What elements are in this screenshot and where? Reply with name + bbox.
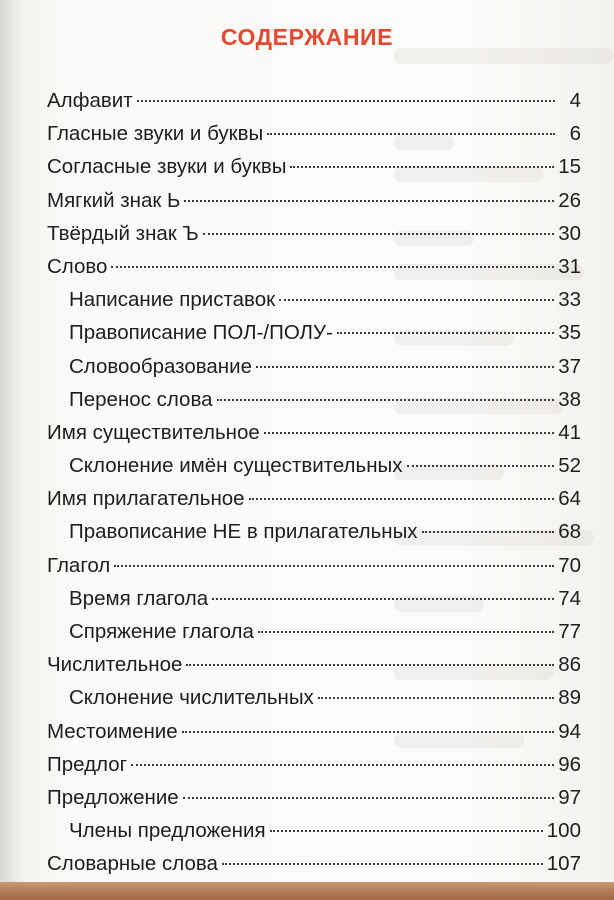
toc-leader-dots — [111, 266, 554, 268]
toc-leader-dots — [264, 432, 554, 434]
toc-entry-page-number: 86 — [558, 653, 581, 677]
toc-entry[interactable] — [47, 416, 581, 449]
toc-entry-page-number: 74 — [558, 586, 581, 610]
toc-entry-label: Члены предложения — [69, 819, 266, 843]
toc-entry[interactable] — [47, 648, 581, 681]
toc-leader-dots — [212, 598, 554, 600]
toc-leader-dots — [279, 299, 554, 301]
toc-entry-label: Словообразование — [69, 354, 252, 378]
toc-entry-page-number: 41 — [558, 420, 581, 444]
toc-entry-label: Правописание ПОЛ-/ПОЛУ- — [69, 321, 333, 345]
toc-entry-page-number: 94 — [558, 719, 581, 743]
toc-entry-label: Имя существительное — [47, 420, 260, 444]
toc-entry[interactable] — [47, 184, 581, 217]
toc-entry[interactable] — [47, 482, 581, 515]
toc-entry-page-number: 96 — [558, 752, 581, 776]
toc-entry-label: Гласные звуки и буквы — [47, 122, 264, 146]
toc-entry[interactable] — [47, 316, 581, 349]
toc-leader-dots — [256, 366, 554, 368]
toc-entry[interactable] — [47, 217, 581, 250]
toc-entry[interactable] — [47, 383, 581, 416]
toc-leader-dots — [337, 332, 554, 334]
page-title: СОДЕРЖАНИЕ — [220, 24, 394, 50]
toc-entry[interactable] — [47, 515, 581, 548]
toc-entry[interactable] — [47, 781, 581, 814]
toc-entry[interactable] — [47, 615, 581, 648]
toc-entry-page-number: 30 — [558, 221, 581, 245]
toc-entry[interactable] — [47, 847, 581, 880]
toc-entry-label: Местоимение — [47, 719, 178, 743]
toc-entry-label: Числительное — [47, 653, 183, 677]
toc-entry-label: Склонение имён существительных — [69, 454, 403, 478]
toc-entry-label: Склонение числительных — [69, 686, 314, 710]
toc-leader-dots — [186, 664, 554, 666]
toc-leader-dots — [422, 531, 555, 533]
toc-leader-dots — [222, 863, 543, 865]
toc-entry-page-number: 35 — [558, 321, 581, 345]
toc-entry[interactable] — [47, 582, 581, 615]
toc-leader-dots — [182, 731, 555, 733]
toc-entry-page-number: 33 — [558, 288, 581, 312]
toc-entry-label: Предлог — [47, 752, 128, 776]
toc-leader-dots — [249, 498, 555, 500]
toc-entry-label: Алфавит — [47, 89, 133, 112]
toc-entry[interactable] — [47, 84, 581, 117]
toc-entry-label: Глагол — [47, 553, 111, 577]
toc-leader-dots — [270, 830, 543, 832]
toc-leader-dots — [137, 100, 555, 102]
toc-entry-page-number: 70 — [558, 553, 581, 577]
toc-entry-page-number: 77 — [558, 620, 581, 643]
toc-entry[interactable] — [47, 449, 581, 482]
toc-entry-label: Предложение — [47, 785, 179, 809]
toc-entry-page-number: 31 — [558, 254, 581, 278]
toc-entry-page-number: 4 — [569, 89, 581, 112]
toc-entry[interactable] — [47, 283, 581, 316]
toc-leader-dots — [267, 133, 555, 135]
toc-entry-label: Перенос слова — [69, 387, 213, 411]
toc-leader-dots — [203, 233, 554, 235]
toc-entry[interactable] — [47, 681, 581, 714]
toc-entry-page-number: 100 — [546, 819, 581, 843]
toc-entry-label: Спряжение глагола — [69, 620, 254, 643]
toc-entry[interactable] — [47, 150, 581, 183]
toc-leader-dots — [318, 697, 554, 699]
toc-entry-page-number: 107 — [546, 852, 581, 876]
toc-entry-label: Твёрдый знак Ъ — [47, 221, 199, 245]
toc-entry[interactable] — [47, 350, 581, 383]
toc-entry-page-number: 15 — [558, 155, 581, 179]
toc-entry-label: Словарные слова — [47, 852, 218, 876]
toc-entry[interactable] — [47, 250, 581, 283]
toc-leader-dots — [217, 399, 555, 401]
toc-entry[interactable] — [47, 117, 581, 150]
table-of-contents — [47, 84, 581, 881]
toc-entry[interactable] — [47, 549, 581, 582]
toc-entry-page-number: 64 — [558, 487, 581, 511]
toc-entry-page-number: 26 — [558, 188, 581, 212]
toc-leader-dots — [407, 465, 555, 467]
toc-entry-label: Слово — [47, 254, 108, 278]
toc-leader-dots — [183, 797, 554, 799]
toc-entry-label: Написание приставок — [69, 288, 276, 312]
toc-entry-page-number: 68 — [558, 520, 581, 544]
toc-entry-page-number: 37 — [558, 354, 581, 378]
toc-entry-label: Имя прилагательное — [47, 487, 245, 511]
toc-entry-page-number: 6 — [569, 122, 581, 146]
toc-entry-page-number: 89 — [558, 686, 581, 710]
toc-entry[interactable] — [47, 715, 581, 748]
toc-entry-label: Согласные звуки и буквы — [47, 155, 287, 179]
toc-entry[interactable] — [47, 748, 581, 781]
toc-leader-dots — [131, 764, 554, 766]
toc-leader-dots — [114, 565, 554, 567]
toc-leader-dots — [258, 631, 554, 633]
toc-leader-dots — [290, 166, 554, 168]
toc-entry-page-number: 52 — [558, 454, 581, 478]
toc-entry[interactable] — [47, 814, 581, 847]
toc-entry-page-number: 38 — [558, 387, 581, 411]
toc-entry-page-number: 97 — [558, 785, 581, 809]
toc-entry-label: Правописание НЕ в прилагательных — [69, 520, 418, 544]
toc-entry-label: Мягкий знак Ь — [47, 188, 181, 212]
toc-entry-label: Время глагола — [69, 586, 209, 610]
bottom-border-band — [0, 882, 614, 900]
toc-leader-dots — [184, 200, 554, 202]
